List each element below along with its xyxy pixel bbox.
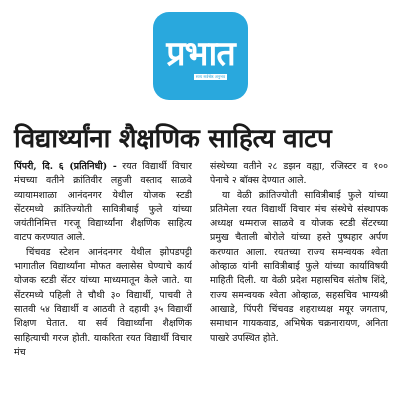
article-text: रयत विद्यार्थी विचार मंचच्या वतीने क्रांतिवीर लहुजी वस्ताद साळवे व्यायामशाळा आनंदनगर येथील योजक स्टडी सेंटरमध्ये क्रांतिज्योती सावित्रीबाई फुले यांच्या जयंतीनिमित्त गरजू विद्यार्थ्यांना शैक्षणिक साहित्य वाटप करण्यात आले. <box>14 161 192 244</box>
prabhat-logo <box>153 12 248 100</box>
article-column-left <box>14 160 192 394</box>
article-headline: विद्यार्थ्यांना शैक्षणिक साहित्य वाटप <box>14 124 332 154</box>
article-column-right <box>210 160 388 394</box>
masthead-tagline: सत्य सर्वश्रेष्ठ अनुभव <box>195 73 226 79</box>
article-body <box>14 160 388 394</box>
article-paragraph: संस्थेच्या वतीने २८ डझन वह्या, रजिस्टर व १०० पेनाचे २ बॉक्स देण्यात आले. <box>210 161 388 187</box>
masthead-name: प्रभात <box>166 33 235 74</box>
article-paragraph: चिंचवड स्टेशन आनंदनगर येथील झोपडपट्टी भागातील विद्यार्थ्यांना मोफत क्लासेस घेण्याचे कार्य योजक स्टडी सेंटर यांच्या माध्यमातून केले जाते. या सेंटरमध्ये पहिली ते चौथी ३० विद्यार्थी, पाचवी ते सातवी ५४ विद्यार्थी व आठवी ते दहावी ३५ विद्यार्थी शिक्षण घेतात. या सर्व विद्यार्थ्यांना शैक्षणिक साहित्याची गरज होती. याकरिता रयत विद्यार्थी विचार मंच <box>14 246 192 358</box>
article-paragraph <box>14 160 192 246</box>
article-paragraph: या वेळी क्रांतिज्योती सावित्रीबाई फुले यांच्या प्रतिमेला रयत विद्यार्थी विचार मंच संस्थेचे संस्थापक अध्यक्ष धम्मराज साळवे व योजक स्टडी सेंटरच्या प्रमुख चैताली बोरोले यांच्या हस्ते पुष्पहार अर्पण करण्यात आला. रयतच्या राज्य समन्वयक श्वेता ओव्हाळ यांनी सावित्रीबाई फुले यांच्या कार्याविषयी माहिती दिली. या वेळी प्रदेश महासचिव संतोष शिंदे, राज्य समन्वयक श्वेता ओव्हाळ, सहसचिव भाग्यश्री आखाडे, पिंपरी चिंचवड शहराध्यक्ष मयूर जगताप, समाधान गायकवाड, अभिषेक चक्रनारायण, अनिता पाखरे उपस्थित होते. <box>210 189 388 344</box>
article-dateline: पिंपरी, दि. ६ (प्रतिनिधी) - <box>14 161 117 172</box>
